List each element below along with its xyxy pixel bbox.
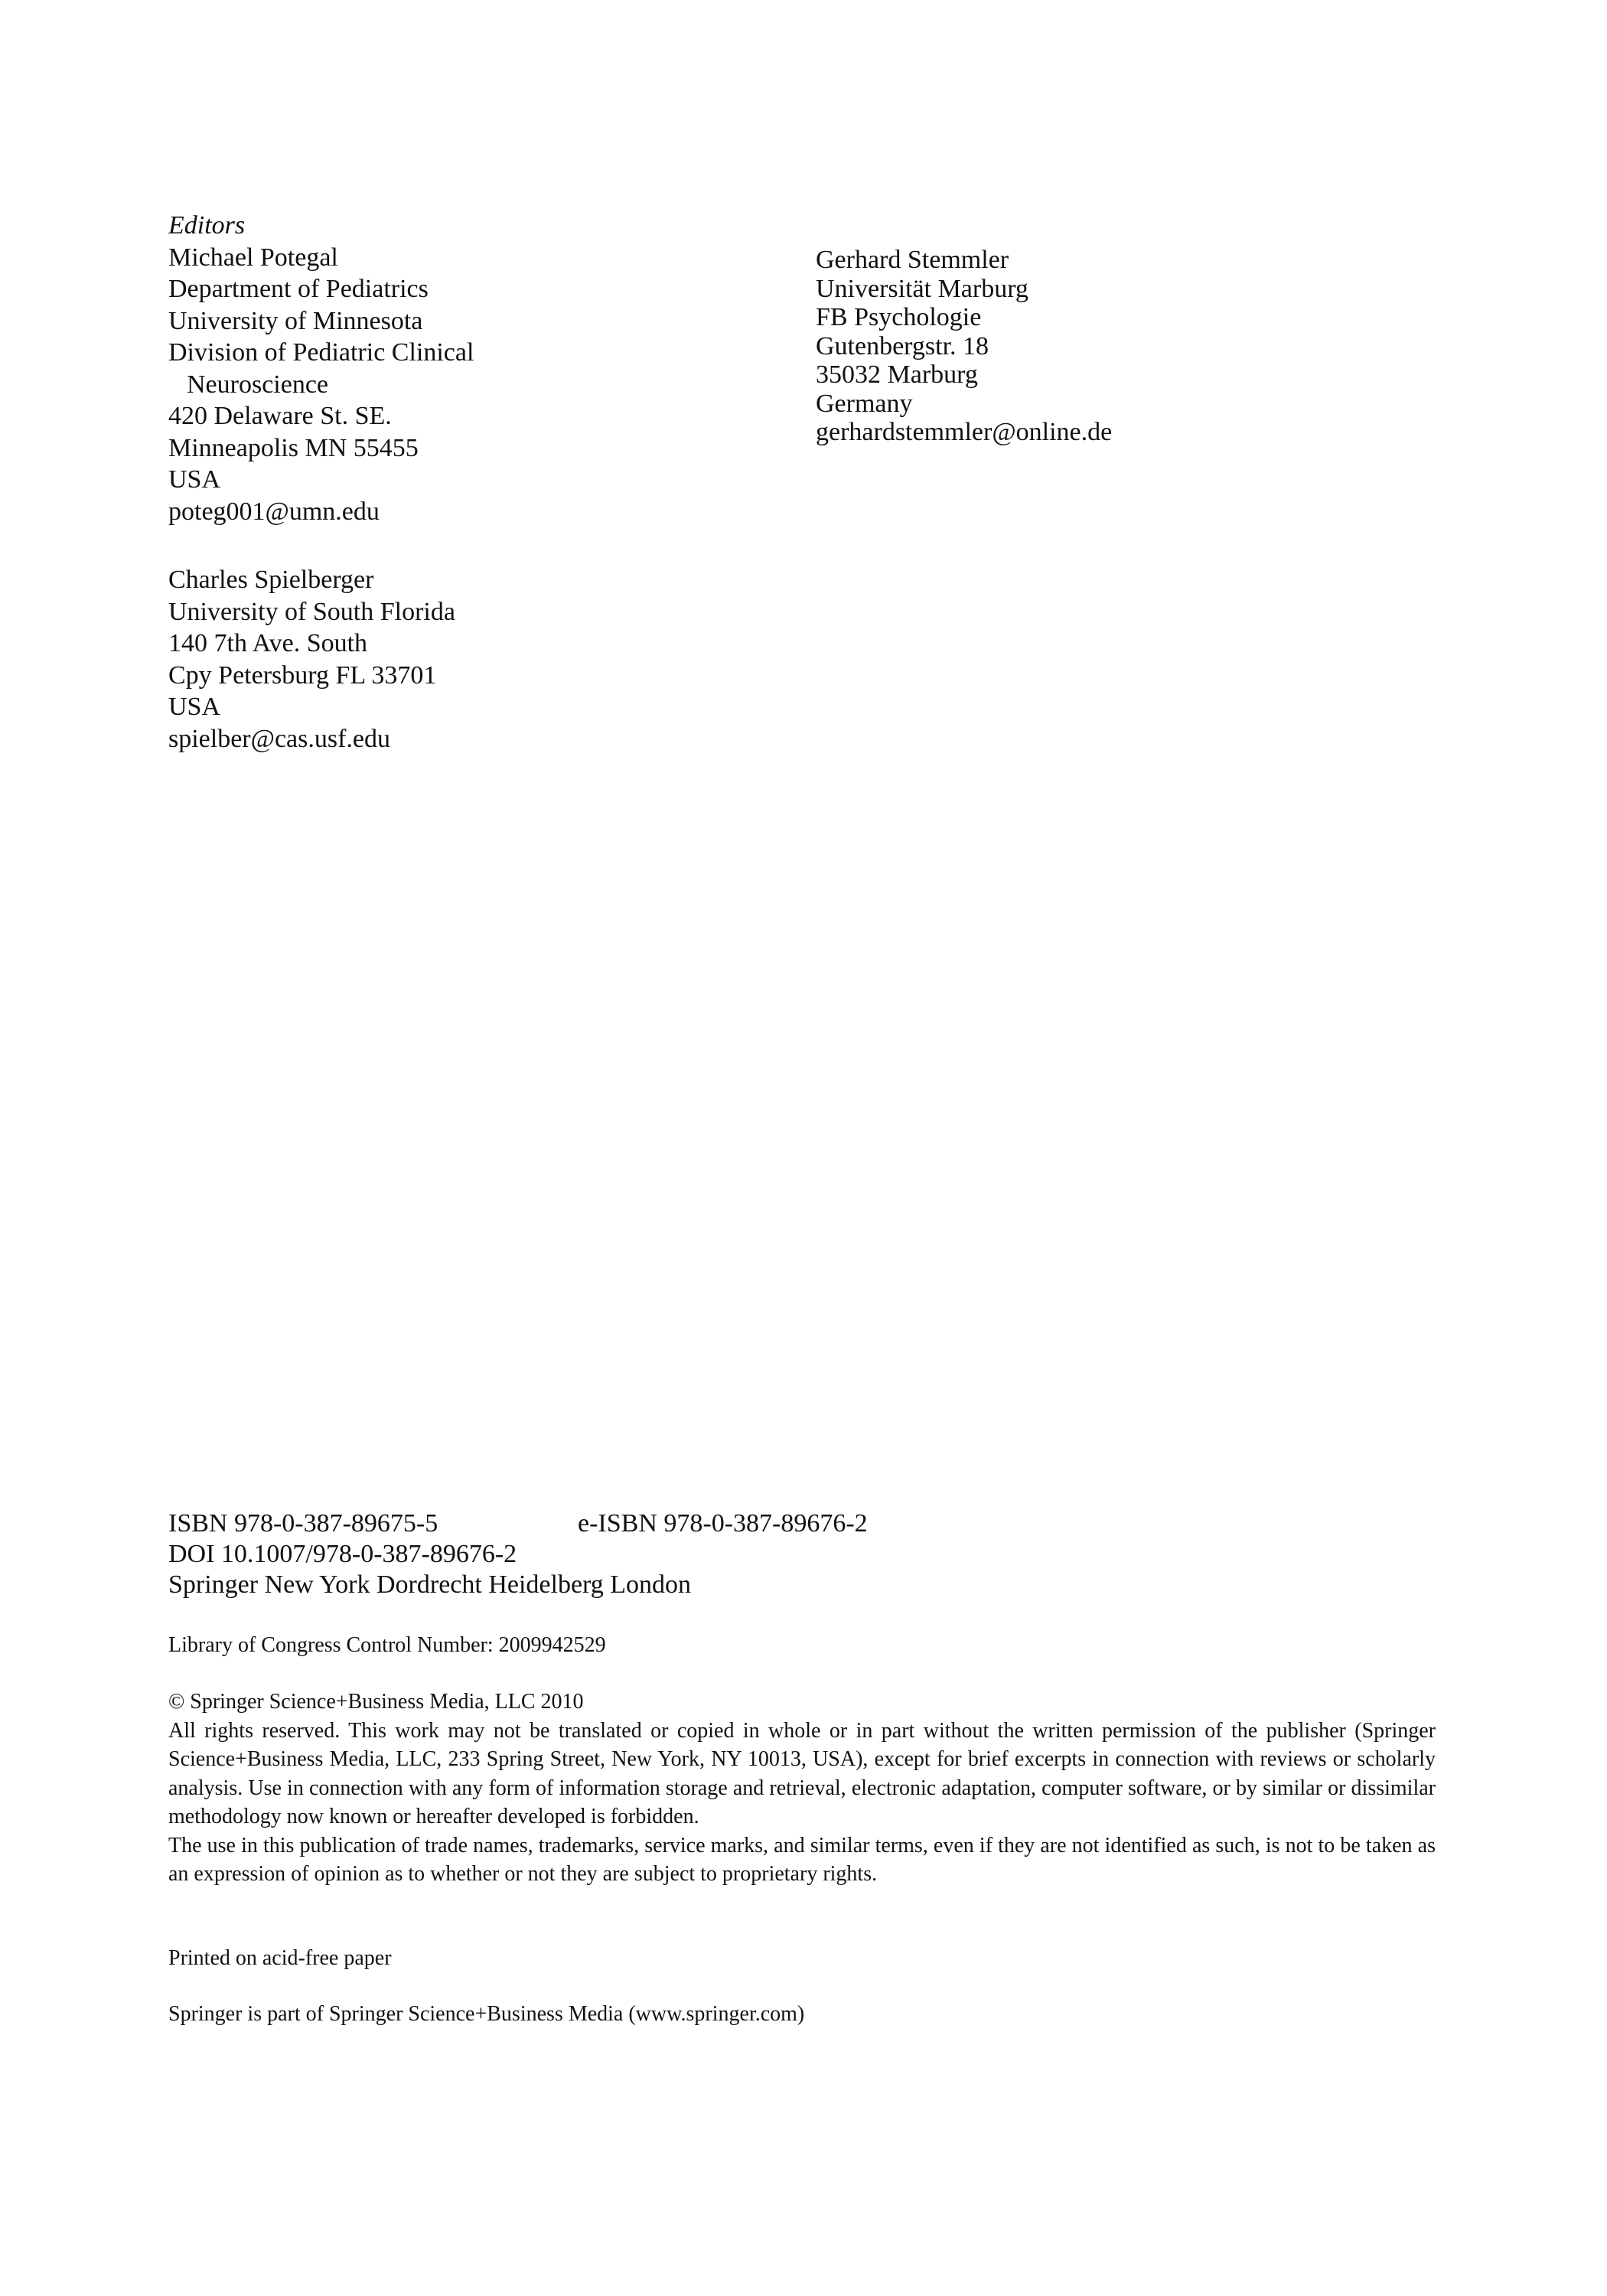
publisher-cities: Springer New York Dordrecht Heidelberg London bbox=[168, 1570, 692, 1599]
isbn: ISBN 978-0-387-89675-5 bbox=[168, 1509, 438, 1538]
editor-department: FB Psychologie bbox=[816, 303, 982, 331]
editor-university: University of Minnesota bbox=[168, 306, 423, 335]
editor-university: University of South Florida bbox=[168, 597, 455, 626]
copyright-line: © Springer Science+Business Media, LLC 2010 bbox=[168, 1690, 584, 1714]
editor-spacer bbox=[168, 527, 474, 564]
editor-country: USA bbox=[168, 465, 221, 494]
e-isbn: e-ISBN 978-0-387-89676-2 bbox=[578, 1509, 868, 1538]
editors-left-column bbox=[168, 210, 474, 755]
loc-control-number-text: Library of Congress Control Number: 2009942529 bbox=[168, 1633, 606, 1657]
editor-city: Minneapolis MN 55455 bbox=[168, 433, 419, 462]
editor-division: Division of Pediatric Clinical bbox=[168, 338, 474, 367]
editor-city: Cpy Petersburg FL 33701 bbox=[168, 660, 437, 690]
publication-info bbox=[168, 1508, 1010, 1600]
springer-part-text: Springer is part of Springer Science+Business Media (www.springer.com) bbox=[168, 2002, 805, 2026]
editor-email[interactable]: poteg001@umn.edu bbox=[168, 497, 380, 526]
editor-department: Department of Pediatrics bbox=[168, 275, 429, 303]
editor-street: 420 Delaware St. SE. bbox=[168, 402, 392, 430]
editor-division-continued: Neuroscience bbox=[187, 370, 329, 399]
paper-note bbox=[168, 1944, 392, 1973]
editor-university: Universität Marburg bbox=[816, 274, 1028, 303]
editor-street: 140 7th Ave. South bbox=[168, 629, 368, 657]
editor-street: Gutenbergstr. 18 bbox=[816, 331, 989, 360]
editor-name: Charles Spielberger bbox=[168, 566, 374, 594]
editor-name: Gerhard Stemmler bbox=[816, 246, 1009, 274]
editor-country: USA bbox=[168, 693, 221, 721]
copyright-block bbox=[168, 1688, 1436, 1889]
editor-name: Michael Potegal bbox=[168, 243, 338, 272]
loc-control-number bbox=[168, 1631, 606, 1660]
editor-country: Germany bbox=[816, 389, 913, 418]
editor-email[interactable]: gerhardstemmler@online.de bbox=[816, 418, 1113, 446]
springer-part bbox=[168, 2000, 804, 2029]
rights-paragraph: All rights reserved. This work may not be translated or copied in whole or in part without the written permission of the publisher (Springer Science+Business Media, LLC, 233 Spring Street, New York, NY 10013, USA), except for brief excerpts in connection with reviews or scholarly analysis. Use in connection with any form of information storage and retrieval, electronic adaptation, computer software, or by similar or dissimilar methodology now known or hereafter developed is forbidden. bbox=[168, 1718, 1436, 1828]
isbn-row bbox=[168, 1508, 1010, 1539]
trade-names-paragraph: The use in this publication of trade names, trademarks, service marks, and similar terms, even if they are not identified as such, is not to be taken as an expression of opinion as to whether or not they are subject to proprietary rights. bbox=[168, 1833, 1436, 1886]
editor-email[interactable]: spielber@cas.usf.edu bbox=[168, 724, 390, 753]
doi: DOI 10.1007/978-0-387-89676-2 bbox=[168, 1540, 517, 1568]
editor-city: 35032 Marburg bbox=[816, 360, 978, 389]
editors-label: Editors bbox=[168, 211, 246, 240]
editors-right-column bbox=[816, 246, 1112, 447]
paper-note-text: Printed on acid-free paper bbox=[168, 1946, 392, 1970]
